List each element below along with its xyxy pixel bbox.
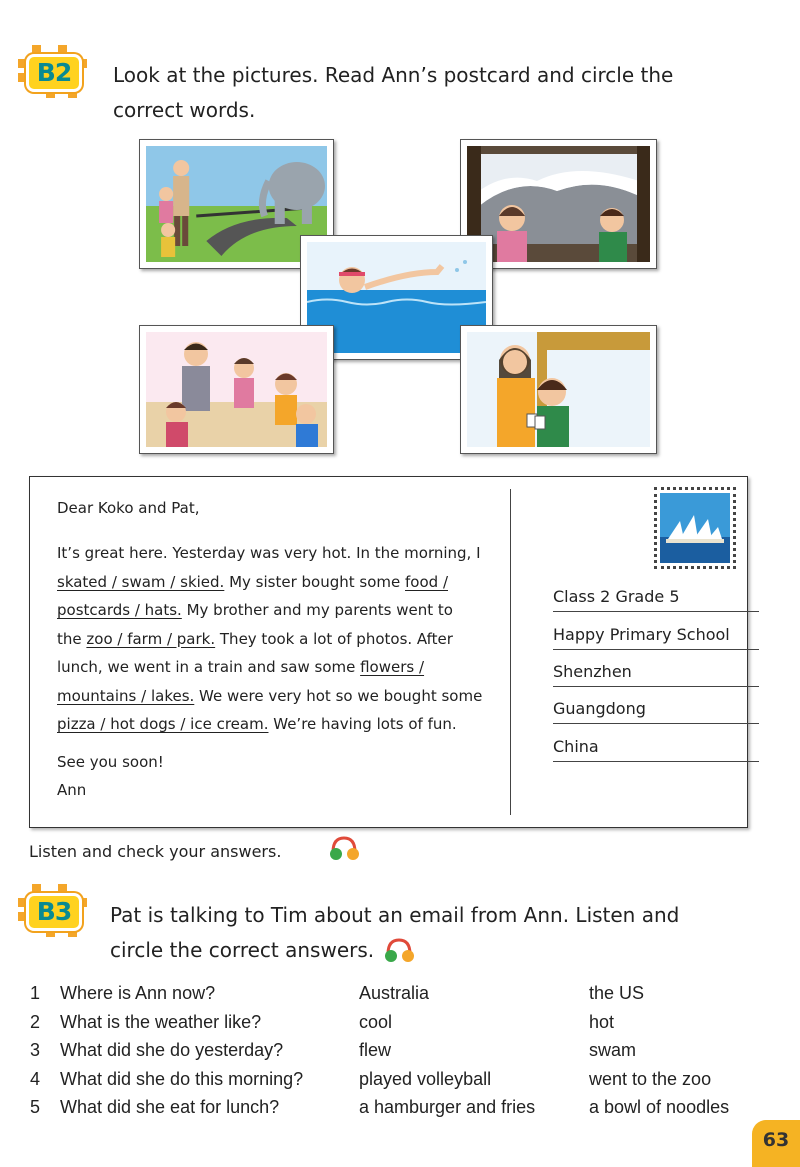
question-number: 4 [30,1069,41,1089]
postcard-greeting: Dear Koko and Pat, [57,499,200,517]
page-number: 63 [762,1129,790,1151]
postcard-line-2: skated / swam / skied. My sister bought some food / [57,572,448,591]
b2-instruction [113,58,673,128]
b2-instruction-line1: Look at the pictures. Read Ann’s postcard and circle the [113,63,674,87]
postcard-line-3: postcards / hats. My brother and my parents went to [57,601,453,619]
address-line-3: Shenzhen [553,660,759,687]
question-text: What did she do yesterday? [60,1040,284,1060]
page-number-tab [752,1120,800,1167]
answer-option-a[interactable]: played volleyball [359,1069,492,1089]
address-line-2: Happy Primary School [553,623,759,650]
b3-instruction-line1: Pat is talking to Tim about an email from Ann. Listen and [110,903,680,927]
b3-badge [18,884,82,934]
address-line-4: Guangdong [553,697,759,724]
postcard-signature: Ann [57,781,87,799]
choice-bought-a[interactable]: food / [405,572,448,591]
answer-option-b[interactable]: swam [589,1040,637,1060]
address-line-1: Class 2 Grade 5 [553,585,759,612]
question-number: 2 [30,1012,41,1032]
question-text: What did she eat for lunch? [60,1097,280,1117]
question-number: 5 [30,1097,41,1117]
choice-place[interactable]: zoo / farm / park. [86,629,216,648]
choice-activity[interactable]: skated / swam / skied. [57,572,225,591]
b3-instruction-line2: circle the correct answers. [110,938,375,962]
b2-badge [18,45,82,95]
picture-mother-girl-postcards [460,325,657,454]
choice-bought-b[interactable]: postcards / hats. [57,601,182,619]
choice-saw-b[interactable]: mountains / lakes. [57,686,195,705]
answer-option-a[interactable]: flew [359,1040,392,1060]
question-text: Where is Ann now? [60,983,216,1003]
sydney-opera-house-stamp-icon [660,493,730,563]
answer-option-a[interactable]: cool [359,1012,393,1032]
postcard-divider [510,489,511,815]
postcard-line-4: the zoo / farm / park. They took a lot of photos. After [57,629,453,648]
answer-option-a[interactable]: a hamburger and fries [359,1097,536,1117]
b3-instruction [110,898,679,968]
choice-food[interactable]: pizza / hot dogs / ice cream. [57,715,269,733]
answer-option-b[interactable]: hot [589,1012,615,1032]
postcard-line-1: It’s great here. Yesterday was very hot. In the morning, I [57,544,481,562]
listen-check-text: Listen and check your answers. [29,842,282,861]
question-number: 1 [30,983,41,1003]
b2-instruction-line2: correct words. [113,98,256,122]
answer-option-b[interactable]: went to the zoo [589,1069,712,1089]
headphones-icon[interactable] [382,934,416,968]
answer-option-a[interactable]: Australia [359,983,430,1003]
answer-option-b[interactable]: a bowl of noodles [589,1097,730,1117]
answer-option-b[interactable]: the US [589,983,645,1003]
b3-badge-label: B3 [26,893,82,931]
question-text: What did she do this morning? [60,1069,304,1089]
postcard [29,476,748,828]
b2-badge-label: B2 [26,54,82,92]
postcard-line-7: pizza / hot dogs / ice cream. We’re having lots of fun. [57,715,457,733]
question-text: What is the weather like? [60,1012,262,1032]
b3-instruction-line2-row [110,933,679,968]
postcard-stamp [654,487,736,569]
picture-family-ice-cream [139,325,334,454]
choice-saw-a[interactable]: flowers / [360,658,425,676]
postcard-line-6: mountains / lakes. We were very hot so we bought some [57,686,483,705]
address-line-5: China [553,735,759,762]
postcard-closing: See you soon! [57,753,164,771]
question-number: 3 [30,1040,41,1060]
headphones-icon[interactable] [327,832,361,866]
postcard-body [57,539,507,739]
postcard-line-5: lunch, we went in a train and saw some flowers / [57,658,425,676]
